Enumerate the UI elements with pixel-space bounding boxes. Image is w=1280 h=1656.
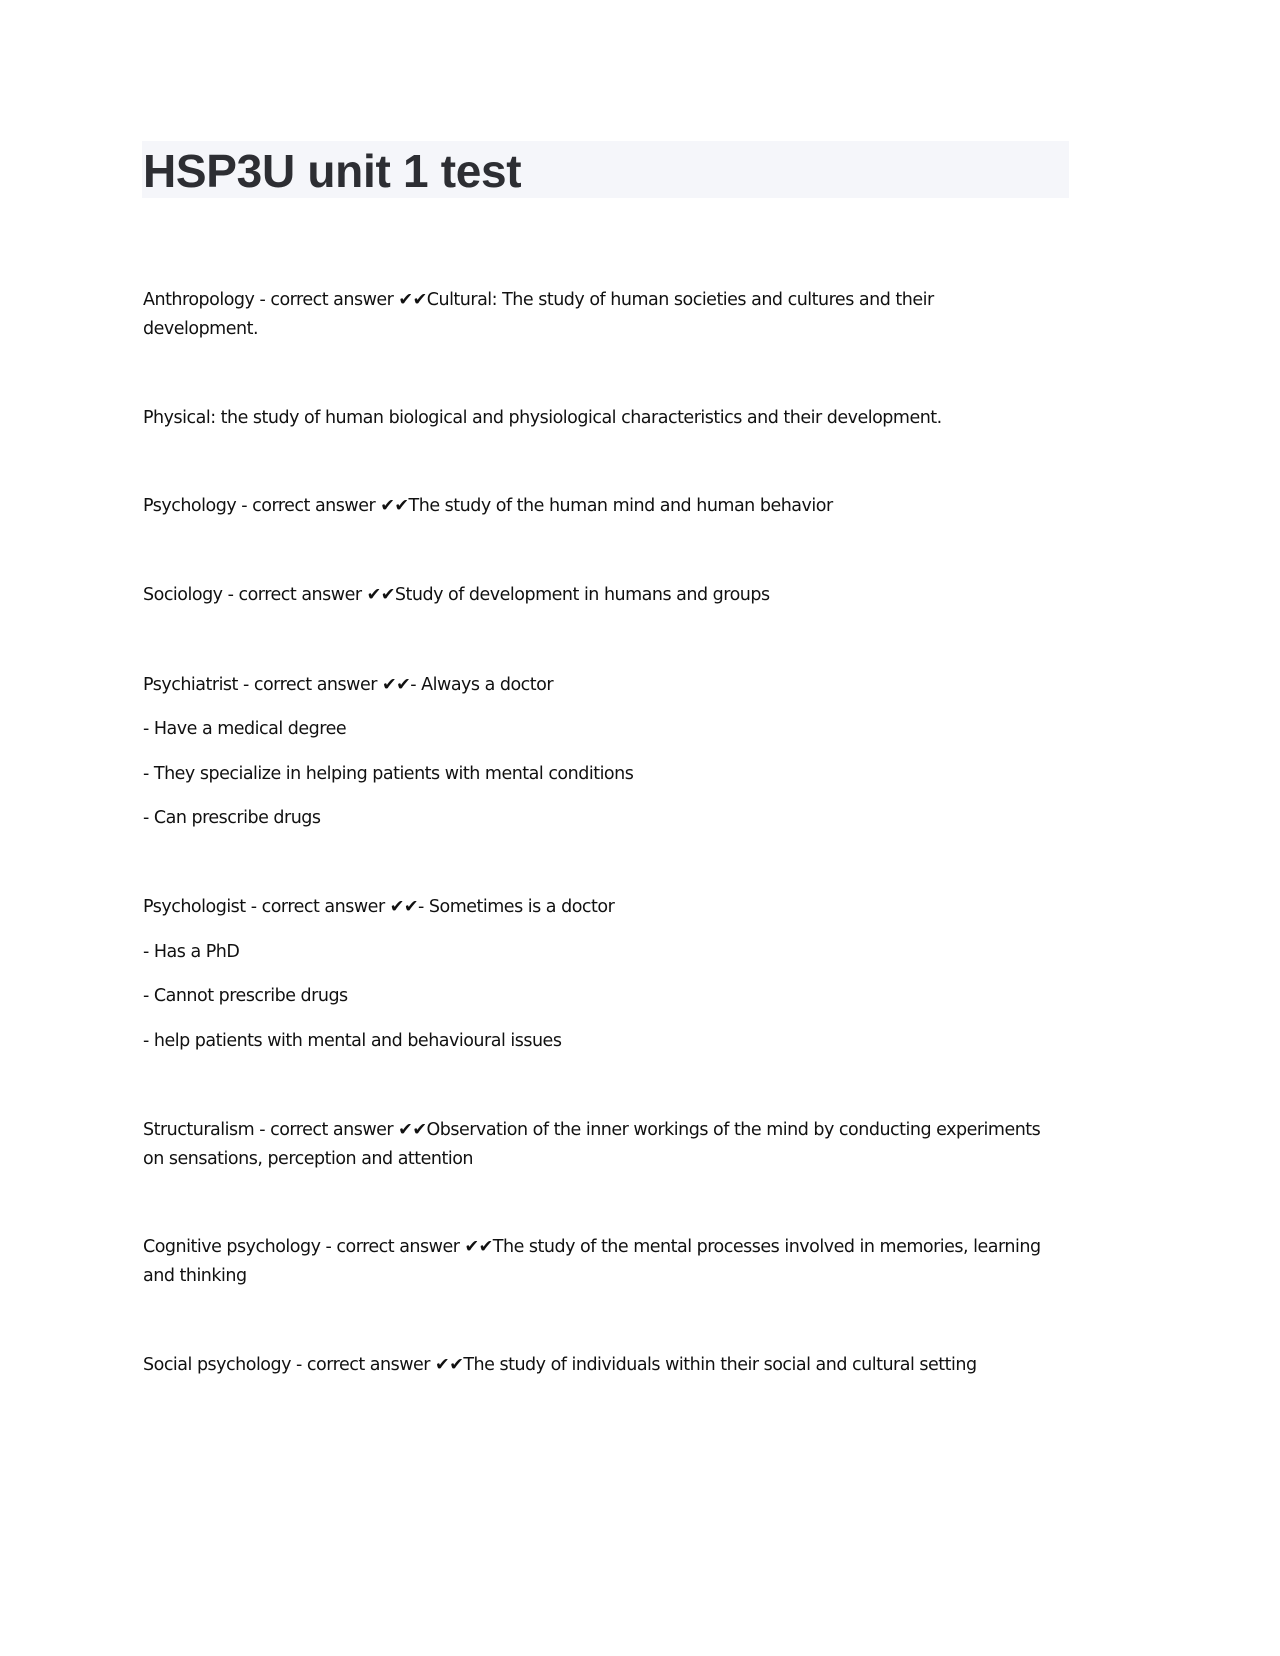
paragraph-psychologist-bullet-3: - help patients with mental and behavioural issues [143, 1031, 562, 1051]
document-title: HSP3U unit 1 test [143, 145, 522, 197]
paragraph-psychiatrist: Psychiatrist - correct answer ✔✔- Always a doctor [143, 675, 554, 695]
paragraph-psychiatrist-bullet-3: - Can prescribe drugs [143, 808, 321, 828]
paragraph-structuralism: Structuralism - correct answer ✔✔Observation of the inner workings of the mind by conducting experiments on sensations, perception and attention [143, 1120, 1041, 1169]
paragraph-psychologist-bullet-1: - Has a PhD [143, 942, 240, 962]
paragraph-social-psychology: Social psychology - correct answer ✔✔The study of individuals within their social and cultural setting [143, 1355, 977, 1375]
paragraph-physical: Physical: the study of human biological and physiological characteristics and their development. [143, 408, 942, 428]
paragraph-anthropology: Anthropology - correct answer ✔✔Cultural: The study of human societies and cultures and their development. [143, 290, 934, 339]
paragraph-psychiatrist-bullet-2: - They specialize in helping patients with mental conditions [143, 764, 634, 784]
paragraph-sociology: Sociology - correct answer ✔✔Study of development in humans and groups [143, 585, 770, 605]
paragraph-psychologist: Psychologist - correct answer ✔✔- Sometimes is a doctor [143, 897, 615, 917]
paragraph-psychologist-bullet-2: - Cannot prescribe drugs [143, 986, 348, 1006]
paragraph-psychology: Psychology - correct answer ✔✔The study of the human mind and human behavior [143, 496, 833, 516]
paragraph-cognitive-psychology: Cognitive psychology - correct answer ✔✔The study of the mental processes involved in memories, learning and thinking [143, 1237, 1041, 1286]
paragraph-psychiatrist-bullet-1: - Have a medical degree [143, 719, 347, 739]
